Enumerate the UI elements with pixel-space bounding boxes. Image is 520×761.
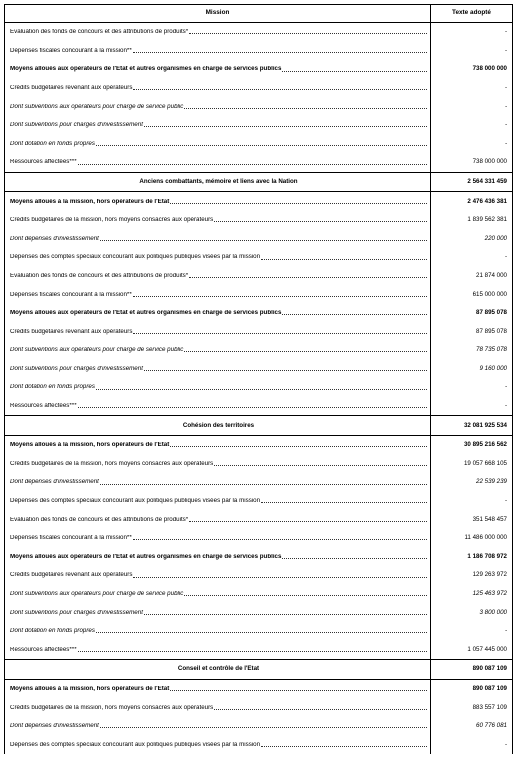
table-row <box>5 79 513 98</box>
row-label-cell <box>5 248 431 267</box>
row-label: Dont dotation en fonds propres <box>10 384 95 391</box>
row-value: 1 057 445 000 <box>431 641 513 660</box>
row-label: Dont subventions aux opérateurs pour charge de service public <box>10 347 184 354</box>
table-row <box>5 304 513 323</box>
table-row <box>5 341 513 360</box>
row-label: Evaluation des fonds de concours et des attributions de produits* <box>10 272 189 279</box>
row-value: - <box>431 23 513 42</box>
row-label: Dépenses des comptes spéciaux concourant aux politiques publiques visées par la mission <box>10 254 261 261</box>
table-row <box>5 378 513 397</box>
row-label-wrap <box>10 236 427 242</box>
row-label-cell <box>5 42 431 61</box>
dot-leader <box>133 52 427 53</box>
table-row <box>5 135 513 154</box>
row-value: 1 186 708 972 <box>431 548 513 567</box>
table-row <box>5 603 513 622</box>
row-value: 3 800 000 <box>431 603 513 622</box>
dot-leader <box>261 259 427 260</box>
row-label-wrap <box>10 159 427 165</box>
row-label-wrap <box>10 366 427 372</box>
dot-leader <box>282 558 427 559</box>
row-label-cell <box>5 679 431 698</box>
table-row <box>5 23 513 42</box>
row-label-cell <box>5 153 431 172</box>
dot-leader <box>184 351 427 352</box>
dot-leader <box>133 333 427 334</box>
row-label-cell <box>5 360 431 379</box>
table-row <box>5 192 513 211</box>
dot-leader <box>133 539 427 540</box>
row-label-cell <box>5 341 431 360</box>
row-label-wrap <box>10 535 427 541</box>
row-label: Ressources affectées*** <box>10 646 77 653</box>
section-row <box>5 416 513 436</box>
table-row <box>5 285 513 304</box>
dot-leader <box>144 370 427 371</box>
row-value: 22 539 239 <box>431 473 513 492</box>
row-value: - <box>431 116 513 135</box>
dot-leader <box>144 126 427 127</box>
row-label-wrap <box>10 85 427 91</box>
dot-leader <box>170 690 427 691</box>
table-row <box>5 736 513 755</box>
row-label: Crédits budgétaires de la mission, hors moyens consacrés aux opérateurs <box>10 217 214 224</box>
row-label: Moyens alloués à la mission, hors opérateurs de l'Etat <box>10 198 170 205</box>
row-label: Ressources affectées*** <box>10 159 77 166</box>
row-label-cell <box>5 717 431 736</box>
row-label-wrap <box>10 723 427 729</box>
table-row <box>5 717 513 736</box>
row-label-wrap <box>10 610 427 616</box>
row-label-wrap <box>10 403 427 409</box>
dot-leader <box>96 632 427 633</box>
table-body <box>5 23 513 755</box>
row-value: 60 776 081 <box>431 717 513 736</box>
dot-leader <box>184 108 427 109</box>
row-value: 738 000 000 <box>431 60 513 79</box>
row-label-cell <box>5 285 431 304</box>
row-label-cell <box>5 585 431 604</box>
dot-leader <box>144 614 427 615</box>
row-label-cell <box>5 510 431 529</box>
dot-leader <box>189 521 427 522</box>
dot-leader <box>133 296 427 297</box>
row-label: Crédits budgétaires de la mission, hors moyens consacrés aux opérateurs <box>10 704 214 711</box>
row-label-cell <box>5 436 431 455</box>
row-label: Moyens alloués aux opérateurs de l'Etat et autres organismes en charge de services publics <box>10 66 282 73</box>
row-label-cell <box>5 192 431 211</box>
row-label-wrap <box>10 628 427 634</box>
row-label-wrap <box>10 647 427 653</box>
row-label-cell <box>5 211 431 230</box>
row-label: Dont dotation en fonds propres <box>10 628 95 635</box>
table-header <box>5 5 513 23</box>
dot-leader <box>282 314 427 315</box>
row-label-cell <box>5 79 431 98</box>
dot-leader <box>78 164 427 165</box>
row-label-wrap <box>10 479 427 485</box>
row-label-cell <box>5 529 431 548</box>
row-label-cell <box>5 492 431 511</box>
row-value: 351 548 457 <box>431 510 513 529</box>
row-value: 19 057 668 105 <box>431 455 513 474</box>
dot-leader <box>170 203 427 204</box>
row-label: Dont subventions pour charges d'investissement <box>10 122 143 129</box>
row-value: 1 839 562 381 <box>431 211 513 230</box>
table-row <box>5 492 513 511</box>
dot-leader <box>261 502 427 503</box>
table-row <box>5 510 513 529</box>
row-label-wrap <box>10 498 427 504</box>
row-label-cell <box>5 736 431 755</box>
row-label-wrap <box>10 591 427 597</box>
row-value: 738 000 000 <box>431 153 513 172</box>
row-label-wrap <box>10 199 427 205</box>
row-label-cell <box>5 622 431 641</box>
row-label-cell <box>5 698 431 717</box>
table-row <box>5 116 513 135</box>
row-value: 220 000 <box>431 230 513 249</box>
row-label-wrap <box>10 347 427 353</box>
table-row <box>5 360 513 379</box>
row-label-wrap <box>10 141 427 147</box>
row-label-wrap <box>10 217 427 223</box>
dot-leader <box>214 221 427 222</box>
row-label-cell <box>5 230 431 249</box>
row-value: - <box>431 97 513 116</box>
row-label-cell <box>5 267 431 286</box>
row-label-wrap <box>10 442 427 448</box>
row-label: Dont dotation en fonds propres <box>10 140 95 147</box>
dot-leader <box>78 651 427 652</box>
table-row <box>5 211 513 230</box>
table-row <box>5 60 513 79</box>
row-value: - <box>431 42 513 61</box>
row-label-wrap <box>10 48 427 54</box>
row-label-wrap <box>10 572 427 578</box>
row-value: 129 263 972 <box>431 566 513 585</box>
row-label: Dont dépenses d'investissement <box>10 235 99 242</box>
table-row <box>5 585 513 604</box>
row-value: 615 000 000 <box>431 285 513 304</box>
row-label-wrap <box>10 384 427 390</box>
row-label: Dont dépenses d'investissement <box>10 479 99 486</box>
row-label-wrap <box>10 686 427 692</box>
row-label-cell <box>5 603 431 622</box>
table-row <box>5 436 513 455</box>
row-label-cell <box>5 566 431 585</box>
table-row <box>5 97 513 116</box>
row-label-wrap <box>10 705 427 711</box>
row-label: Dépenses des comptes spéciaux concourant aux politiques publiques visées par la mission <box>10 741 261 748</box>
table-row <box>5 679 513 698</box>
row-label: Moyens alloués à la mission, hors opérateurs de l'Etat <box>10 442 170 449</box>
row-label: Dépenses fiscales concourant à la mission** <box>10 291 132 298</box>
row-label-wrap <box>10 292 427 298</box>
row-label-cell <box>5 323 431 342</box>
row-value: - <box>431 248 513 267</box>
table-row <box>5 622 513 641</box>
table-row <box>5 529 513 548</box>
dot-leader <box>261 746 427 747</box>
row-value: 78 735 078 <box>431 341 513 360</box>
row-value: 87 895 078 <box>431 323 513 342</box>
row-value: 125 463 972 <box>431 585 513 604</box>
row-value: - <box>431 736 513 755</box>
table-row <box>5 230 513 249</box>
row-label: Dépenses des comptes spéciaux concourant aux politiques publiques visées par la mission <box>10 498 261 505</box>
section-total: 890 087 109 <box>431 660 513 680</box>
table-row <box>5 153 513 172</box>
row-label-cell <box>5 397 431 416</box>
row-label-cell <box>5 116 431 135</box>
row-label-wrap <box>10 104 427 110</box>
row-value: - <box>431 135 513 154</box>
dot-leader <box>100 727 427 728</box>
row-label-wrap <box>10 29 427 35</box>
row-label: Crédits budgétaires de la mission, hors moyens consacrés aux opérateurs <box>10 460 214 467</box>
row-label-wrap <box>10 273 427 279</box>
row-label: Moyens alloués aux opérateurs de l'Etat et autres organismes en charge de services publics <box>10 310 282 317</box>
table-row <box>5 397 513 416</box>
dot-leader <box>96 389 427 390</box>
row-label-cell <box>5 455 431 474</box>
section-row <box>5 172 513 192</box>
section-title: Conseil et contrôle de l'Etat <box>5 660 431 680</box>
row-value: 883 557 109 <box>431 698 513 717</box>
row-label: Dépenses fiscales concourant à la mission** <box>10 535 132 542</box>
dot-leader <box>282 71 427 72</box>
dot-leader <box>133 89 427 90</box>
table-row <box>5 641 513 660</box>
row-label: Evaluation des fonds de concours et des attributions de produits* <box>10 29 189 36</box>
row-label-wrap <box>10 122 427 128</box>
row-label-wrap <box>10 329 427 335</box>
row-label: Dépenses fiscales concourant à la mission** <box>10 47 132 54</box>
row-value: 9 160 000 <box>431 360 513 379</box>
dot-leader <box>78 407 427 408</box>
row-label-wrap <box>10 66 427 72</box>
row-value: - <box>431 79 513 98</box>
table-row <box>5 548 513 567</box>
section-total: 32 081 925 534 <box>431 416 513 436</box>
row-label-cell <box>5 304 431 323</box>
row-label-wrap <box>10 517 427 523</box>
row-value: 11 486 000 000 <box>431 529 513 548</box>
dot-leader <box>214 709 427 710</box>
row-value: 30 895 216 562 <box>431 436 513 455</box>
row-label: Evaluation des fonds de concours et des attributions de produits* <box>10 516 189 523</box>
row-label: Dont subventions aux opérateurs pour charge de service public <box>10 103 184 110</box>
table-row <box>5 566 513 585</box>
table-row <box>5 698 513 717</box>
row-label-wrap <box>10 554 427 560</box>
row-label: Moyens alloués aux opérateurs de l'Etat et autres organismes en charge de services publics <box>10 553 282 560</box>
row-label: Dont dépenses d'investissement <box>10 723 99 730</box>
dot-leader <box>100 240 427 241</box>
row-label-wrap <box>10 254 427 260</box>
dot-leader <box>100 484 427 485</box>
mission-budget-table <box>4 4 513 754</box>
dot-leader <box>96 145 427 146</box>
dot-leader <box>189 277 427 278</box>
header-mission: Mission <box>5 5 431 23</box>
dot-leader <box>214 465 427 466</box>
dot-leader <box>133 577 427 578</box>
section-row <box>5 660 513 680</box>
dot-leader <box>189 33 427 34</box>
header-row <box>5 5 513 23</box>
row-label-cell <box>5 378 431 397</box>
row-label: Dont subventions pour charges d'investissement <box>10 609 143 616</box>
row-label-cell <box>5 23 431 42</box>
row-label-wrap <box>10 310 427 316</box>
row-label-cell <box>5 473 431 492</box>
row-label-cell <box>5 97 431 116</box>
table-row <box>5 267 513 286</box>
row-label: Moyens alloués à la mission, hors opérateurs de l'Etat <box>10 685 170 692</box>
row-label: Ressources affectées*** <box>10 403 77 410</box>
section-title: Cohésion des territoires <box>5 416 431 436</box>
table-row <box>5 42 513 61</box>
row-value: 890 087 109 <box>431 679 513 698</box>
row-label: Crédits budgétaires revenant aux opérateurs <box>10 328 133 335</box>
row-value: - <box>431 378 513 397</box>
header-texte-adopte: Texte adopté <box>431 5 513 23</box>
row-label-wrap <box>10 742 427 748</box>
row-label-cell <box>5 641 431 660</box>
row-value: - <box>431 492 513 511</box>
dot-leader <box>170 446 427 447</box>
row-label: Dont subventions aux opérateurs pour charge de service public <box>10 591 184 597</box>
row-value: - <box>431 397 513 416</box>
row-label: Crédits budgétaires revenant aux opérateurs <box>10 572 133 579</box>
row-value: 87 895 078 <box>431 304 513 323</box>
row-label-wrap <box>10 461 427 467</box>
row-label: Crédits budgétaires revenant aux opérateurs <box>10 84 133 91</box>
table-row <box>5 455 513 474</box>
row-label: Dont subventions pour charges d'investissement <box>10 365 143 372</box>
section-total: 2 564 331 459 <box>431 172 513 192</box>
row-value: 2 476 436 381 <box>431 192 513 211</box>
table-row <box>5 323 513 342</box>
table-row <box>5 248 513 267</box>
section-title: Anciens combattants, mémoire et liens avec la Nation <box>5 172 431 192</box>
row-label-cell <box>5 60 431 79</box>
table-row <box>5 473 513 492</box>
row-label-cell <box>5 548 431 567</box>
dot-leader <box>184 595 427 596</box>
row-label-cell <box>5 135 431 154</box>
row-value: 21 874 000 <box>431 267 513 286</box>
row-value: - <box>431 622 513 641</box>
